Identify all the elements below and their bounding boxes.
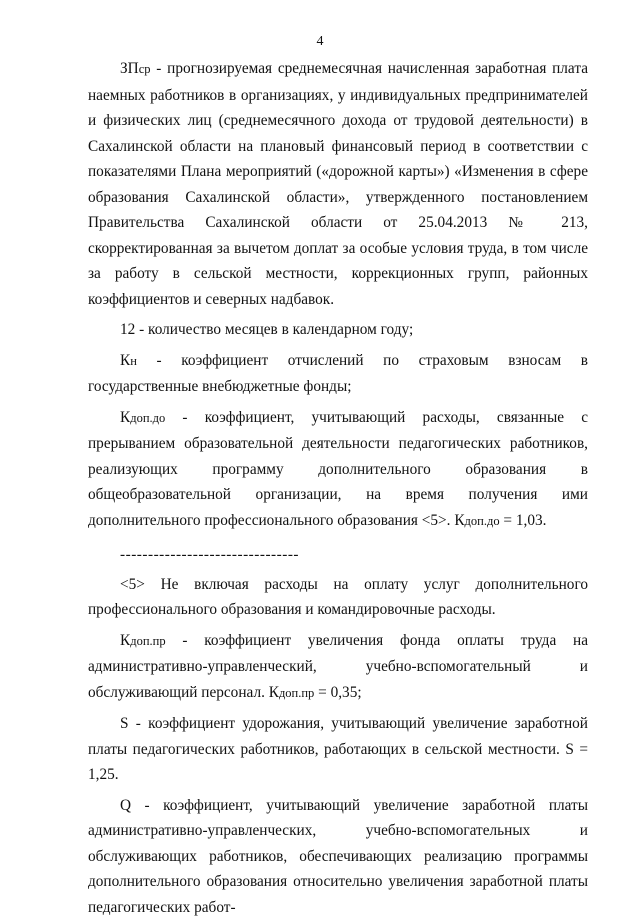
- symbol: Q: [120, 797, 131, 814]
- footnote-5: <5> Не включая расходы на оплату услуг дополнительного профессионального образования и командировочные расходы.: [88, 572, 588, 623]
- paragraph-text: - коэффициент отчислений по страховым взносам в государственные внебюджетные фонды;: [88, 352, 588, 396]
- paragraph-text: - прогнозируемая среднемесячная начисленная заработная плата наемных работников в организациях, у индивидуальных предпринимателей и физических лиц (среднемесячного дохода от трудовой деятельности) в Сахалинской области на плановый финансовый период в соответствии с показателями Плана мероприятий («дорожной карты») «Изменения в сфере образования Сахалинской области», утвержденного постановлением Правительства Сахалинской области от 25.04.2013 № 213, скорректированная за вычетом доплат за особые условия труда, в том числе за работу в сельской местности, коррекционных групп, районных коэффициентов и северных надбавок.: [88, 60, 588, 308]
- paragraph-text: = 0,35;: [314, 684, 361, 701]
- symbol-subscript: ср: [139, 62, 151, 76]
- symbol-subscript: н: [130, 354, 137, 368]
- paragraph-text: - коэффициент удорожания, учитывающий увеличение заработной платы педагогических работников, работающих в сельской местности. S = 1,25.: [88, 715, 588, 783]
- footnote-separator: --------------------------------: [88, 542, 588, 568]
- paragraph-text: - коэффициент увеличения фонда оплаты труда на административно-управленческий, учебно-вспомогательный и обслуживающий персонал. К: [88, 632, 588, 701]
- document-body: [88, 56, 588, 920]
- paragraph-kdop-pr: [88, 628, 588, 707]
- paragraph-months: [88, 317, 588, 343]
- symbol: К: [120, 632, 130, 649]
- page-number: 4: [0, 34, 640, 50]
- symbol: ЗП: [120, 60, 139, 77]
- paragraph-text: = 1,03.: [500, 512, 547, 529]
- symbol-subscript: доп.до: [130, 411, 165, 425]
- symbol: К: [120, 409, 130, 426]
- paragraph-kdop-do: [88, 405, 588, 535]
- paragraph-text: - коэффициент, учитывающий расходы, связанные с прерыванием образовательной деятельности педагогических работников, реализующих программу дополнительного образования в общеобразовательной организации, на время получения ими дополнительного профессионального образования <5>. К: [88, 409, 588, 529]
- paragraph-kn: [88, 348, 588, 400]
- symbol: К: [120, 352, 130, 369]
- paragraph-text: 12 - количество месяцев в календарном году;: [120, 321, 413, 338]
- paragraph-zp: [88, 56, 588, 312]
- paragraph-q: [88, 793, 588, 920]
- symbol-subscript: доп.до: [465, 514, 500, 528]
- symbol-subscript: доп.пр: [130, 634, 165, 648]
- paragraph-text: - коэффициент, учитывающий увеличение заработной платы административно-управленческих, учебно-вспомогательных и обслуживающих работников, обеспечивающих реализацию программы дополнительного образования относительно увеличения заработной платы педагогических работ-: [88, 797, 588, 916]
- paragraph-s: [88, 711, 588, 788]
- symbol-subscript: доп.пр: [279, 686, 314, 700]
- symbol: S: [120, 715, 129, 732]
